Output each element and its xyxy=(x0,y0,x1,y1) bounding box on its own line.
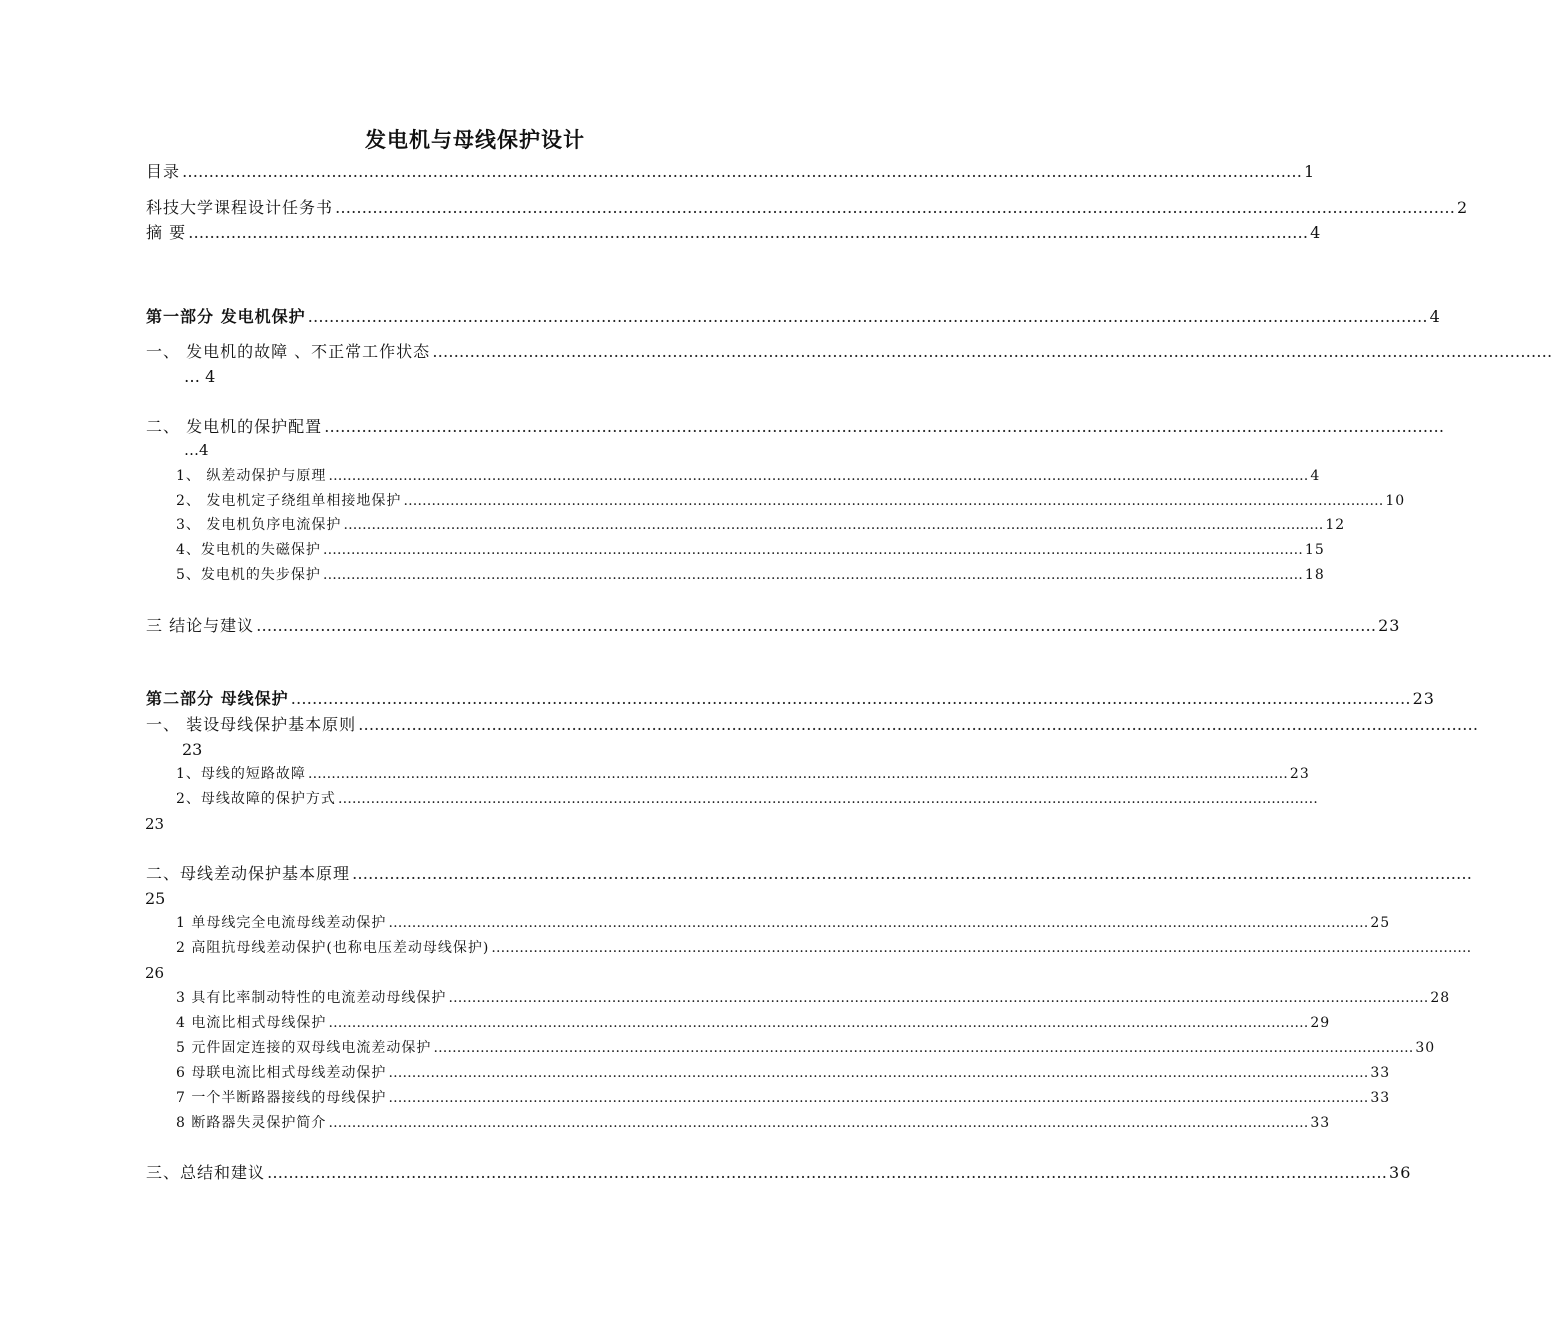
toc-entry-page: 36 xyxy=(1389,1163,1412,1182)
toc-entry xyxy=(146,198,1469,217)
toc-entry-label: 第一部分 发电机保护 xyxy=(146,307,306,326)
toc-subentry xyxy=(176,915,1391,931)
toc-entry-page: 1 xyxy=(1304,162,1316,181)
toc-entry xyxy=(146,223,1322,242)
leader-dots: ………………………………………………………………………………………………………………………………………………………………………………………… xyxy=(290,689,1411,708)
leader-dots: ………………………………………………………………………………………………………………………………………………………………………………………… xyxy=(491,940,1472,956)
leader-dots: ………………………………………………………………………………………………………………………………………………………………………………………… xyxy=(188,223,1309,242)
toc-entry-label: 二、 发电机的保护配置 xyxy=(146,417,323,436)
toc-entry-page: 33 xyxy=(1310,1115,1331,1131)
toc-entry-page: 12 xyxy=(1325,517,1346,533)
leader-dots: ………………………………………………………………………………………………………………………………………………………………………………………… xyxy=(352,864,1473,883)
toc-entry-page: 23 xyxy=(1289,766,1310,782)
toc-entry-label: 科技大学课程设计任务书 xyxy=(146,198,334,217)
toc-entry-label: 6 母联电流比相式母线差动保护 xyxy=(176,1065,387,1081)
toc-entry-page: 23 xyxy=(145,815,165,833)
toc-entry-label: 摘 要 xyxy=(146,223,187,242)
toc-entry-label: 1、母线的短路故障 xyxy=(176,766,306,782)
toc-entry-label: 一、 装设母线保护基本原则 xyxy=(146,715,357,734)
toc-subentry xyxy=(176,766,1310,782)
toc-subentry xyxy=(176,1015,1331,1031)
toc-entry-label: 5 元件固定连接的双母线电流差动保护 xyxy=(176,1040,432,1056)
leader-dots: ………………………………………………………………………………………………………………………………………………………………………………………… xyxy=(448,990,1429,1006)
leader-dots: ………………………………………………………………………………………………………………………………………………………………………………………… xyxy=(256,616,1377,635)
leader-dots: ………………………………………………………………………………………………………………………………………………………………………………………… xyxy=(307,766,1288,782)
toc-entry-page: …4 xyxy=(184,441,209,459)
leader-dots: ………………………………………………………………………………………………………………………………………………………………………………………… xyxy=(324,417,1445,436)
toc-subentry xyxy=(176,517,1346,533)
toc-subentry xyxy=(176,493,1406,509)
leader-dots: ………………………………………………………………………………………………………………………………………………………………………………………… xyxy=(328,468,1309,484)
toc-entry-label: 2 高阻抗母线差动保护(也称电压差动母线保护) xyxy=(176,940,490,956)
toc-entry-label: 4、发电机的失磁保护 xyxy=(176,542,321,558)
toc-entry-page: 25 xyxy=(145,889,166,908)
toc-entry-label: 2、 发电机定子绕组单相接地保护 xyxy=(176,493,402,509)
toc-part-heading xyxy=(146,307,1441,326)
leader-dots: ………………………………………………………………………………………………………………………………………………………………………………………… xyxy=(267,1163,1388,1182)
toc-entry-page: 4 xyxy=(1310,223,1322,242)
toc-entry-label: 三 结论与建议 xyxy=(146,616,255,635)
toc-entry-label: 8 断路器失灵保护简介 xyxy=(176,1115,327,1131)
toc-entry-label: 4 电流比相式母线保护 xyxy=(176,1015,327,1031)
toc-entry-page: 29 xyxy=(1310,1015,1331,1031)
leader-dots: ………………………………………………………………………………………………………………………………………………………………………………………… xyxy=(388,1065,1369,1081)
leader-dots: ………………………………………………………………………………………………………………………………………………………………………………………… xyxy=(322,542,1303,558)
toc-entry-page: 26 xyxy=(145,964,165,982)
toc-subentry xyxy=(176,791,1318,807)
toc-subentry xyxy=(176,1065,1391,1081)
toc-entry-label: 3、 发电机负序电流保护 xyxy=(176,517,342,533)
toc-entry-page: 33 xyxy=(1370,1065,1391,1081)
leader-dots: ………………………………………………………………………………………………………………………………………………………………………………………… xyxy=(432,342,1552,361)
toc-entry xyxy=(146,864,1473,883)
toc-entry-page: 33 xyxy=(1370,1090,1391,1106)
toc-entry-page: 30 xyxy=(1415,1040,1436,1056)
toc-entry-label: 1、 纵差动保护与原理 xyxy=(176,468,327,484)
leader-dots: ………………………………………………………………………………………………………………………………………………………………………………………… xyxy=(335,198,1456,217)
toc-entry-label: 5、发电机的失步保护 xyxy=(176,567,321,583)
toc-entry-page: 15 xyxy=(1304,542,1325,558)
toc-entry-page: 28 xyxy=(1430,990,1451,1006)
toc-subentry xyxy=(176,468,1321,484)
toc-subentry xyxy=(176,940,1472,956)
toc-entry-label: 三、总结和建议 xyxy=(146,1163,266,1182)
toc-entry-label: 2、母线故障的保护方式 xyxy=(176,791,336,807)
leader-dots: ………………………………………………………………………………………………………………………………………………………………………………………… xyxy=(337,791,1318,807)
toc-entry-page: 25 xyxy=(1370,915,1391,931)
leader-dots: ………………………………………………………………………………………………………………………………………………………………………………………… xyxy=(358,715,1479,734)
toc-entry xyxy=(146,616,1401,635)
toc-entry-page: 4 xyxy=(1310,468,1321,484)
leader-dots: ………………………………………………………………………………………………………………………………………………………………………………………… xyxy=(182,162,1303,181)
toc-entry xyxy=(146,162,1316,181)
toc-entry-label: 二、母线差动保护基本原理 xyxy=(146,864,351,883)
toc-entry-label: 3 具有比率制动特性的电流差动母线保护 xyxy=(176,990,447,1006)
toc-entry-page: 2 xyxy=(1457,198,1469,217)
leader-dots: ………………………………………………………………………………………………………………………………………………………………………………………… xyxy=(343,517,1324,533)
toc-entry xyxy=(146,715,1479,734)
document-title: 发电机与母线保护设计 xyxy=(365,127,585,152)
leader-dots: ………………………………………………………………………………………………………………………………………………………………………………………… xyxy=(328,1115,1309,1131)
leader-dots: ………………………………………………………………………………………………………………………………………………………………………………………… xyxy=(328,1015,1309,1031)
leader-dots: ………………………………………………………………………………………………………………………………………………………………………………………… xyxy=(322,567,1303,583)
toc-entry-page: 23 xyxy=(1378,616,1401,635)
toc-entry xyxy=(146,342,1552,361)
toc-subentry xyxy=(176,567,1325,583)
toc-subentry xyxy=(176,990,1451,1006)
toc-entry-page: 4 xyxy=(1429,307,1441,326)
toc-entry-label: 一、 发电机的故障 、不正常工作状态 xyxy=(146,342,431,361)
toc-subentry xyxy=(176,1090,1391,1106)
toc-subentry xyxy=(176,1115,1331,1131)
toc-entry-page: 10 xyxy=(1385,493,1406,509)
toc-entry-page: 18 xyxy=(1304,567,1325,583)
toc-entry-page: 23 xyxy=(1412,689,1435,708)
toc-entry-label: 7 一个半断路器接线的母线保护 xyxy=(176,1090,387,1106)
toc-entry xyxy=(146,1163,1412,1182)
toc-subentry xyxy=(176,1040,1436,1056)
leader-dots: ………………………………………………………………………………………………………………………………………………………………………………………… xyxy=(433,1040,1414,1056)
leader-dots: ………………………………………………………………………………………………………………………………………………………………………………………… xyxy=(388,915,1369,931)
toc-part-heading xyxy=(146,689,1435,708)
toc-entry xyxy=(146,417,1445,436)
leader-dots: ………………………………………………………………………………………………………………………………………………………………………………………… xyxy=(388,1090,1369,1106)
toc-entry-label: 第二部分 母线保护 xyxy=(146,689,289,708)
leader-dots: ………………………………………………………………………………………………………………………………………………………………………………………… xyxy=(403,493,1384,509)
toc-entry-label: 目录 xyxy=(146,162,181,181)
toc-entry-label: 1 单母线完全电流母线差动保护 xyxy=(176,915,387,931)
toc-entry-page: … 4 xyxy=(184,367,216,386)
toc-subentry xyxy=(176,542,1325,558)
leader-dots: ………………………………………………………………………………………………………………………………………………………………………………………… xyxy=(307,307,1428,326)
toc-entry-page: 23 xyxy=(182,740,203,759)
